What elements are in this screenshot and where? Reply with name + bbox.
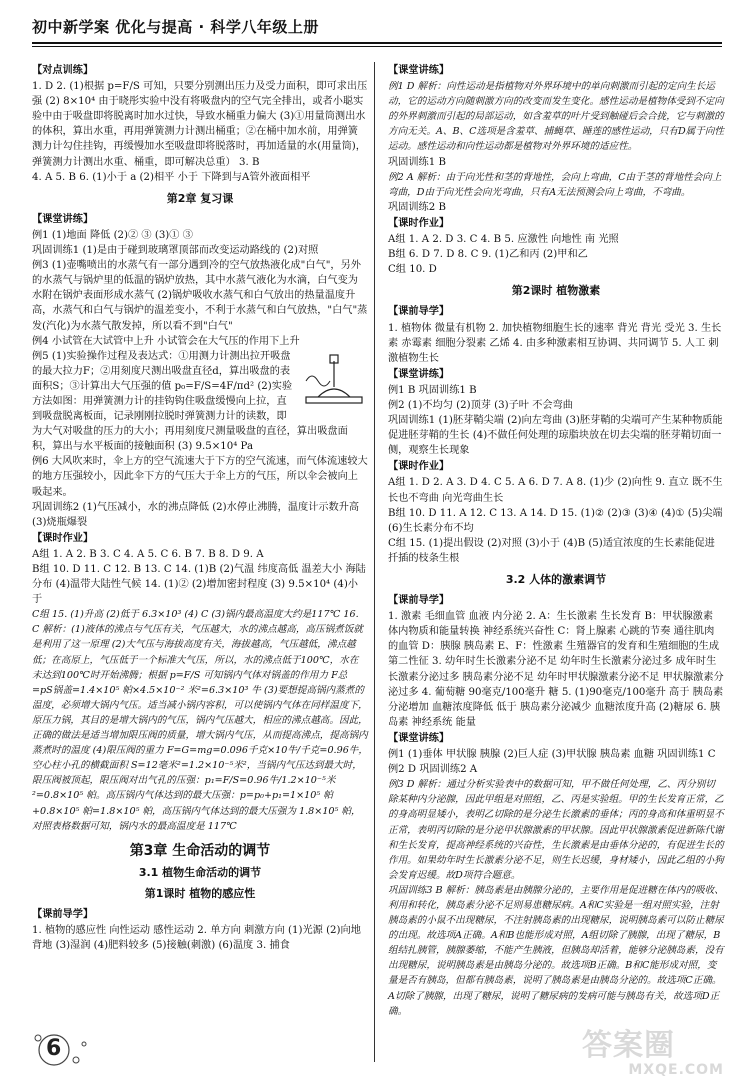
site-watermark xyxy=(582,1030,732,1082)
answer-paragraph: 1. D 2. (1)根据 p=F/S 可知，只要分别测出压力及受力面积，即可求出压强 (2) 8×10⁴ 由于晓彤实验中没有将吸盘内的空气完全排出，或者小聪实验中由于吸盘即将脱离时加水过快，导致水桶重力偏大 (3)①用量筒测出水的体积，算出水重，再用弹簧测力计测出桶重；②在桶中加水前，用弹簧测力计勾住挂钩，再缓慢加水至吸盘即将脱落时，再加适量的水(用量筒)，弹簧测力计测出水重、桶重，即可解决总重） 3. B xyxy=(32,81,368,168)
answer-item: C组 15. (1)升高 (2)低于 6.3×10³ (4) C (3)锅内最高温度大约是117℃ 16. C 解析：(1)液体的沸点与气压有关，气压越大，水的沸点越高，高压锅煮饭就是利用了这一原理 (2)大气压与海拔高度有关，海拔越高，气压越低，沸点越低；在高原上，气压低于一个标准大气压，所以，水的沸点低于100℃，水在未达到100℃时开始沸腾；根据 p=F/S 可知锅内气体对锅盖的作用力 F总=pS锅盖=1.4×10⁵ 帕×4.5×10⁻² 米²=6.3×10³ 牛 (3)要想提高锅内蒸煮的温度，必须增大锅内气压。适当减小锅内容积，可以使锅内气体在同样温度下，原压力锅，其目的是增大锅内的气压，锅内气压越大，相应的沸点越高。因此，正确的做法是适当增加限压阀的质量，增大锅内气压，从而提高沸点，提高锅内蒸煮时的温度 (4)限压阀的重力 F=G=mg=0.096千克×10牛/千克=0.96牛，空心柱小孔的横截面积 S=12毫米²=1.2×10⁻⁵米²，当锅内气压达到最大时，限压阀被顶起，限压阀对出气孔的压强：p₁=F/S=0.96牛/1.2×10⁻⁵米²=0.8×10⁵ 帕。高压锅内气体达到的最大压强：p=p₀+p₁=1×10⁵ 帕+0.8×10⁵ 帕=1.8×10⁵ 帕，高压锅内气体达到的最大压强为 1.8×10⁵ 帕，对照表格数据可知，锅内水的最高温度是 117℃ xyxy=(32,609,368,832)
answer-item: 例3 D 解析：通过分析实验表中的数据可知，甲不做任何处理，乙、丙分别切除某种内分泌腺，因此甲组是对照组，乙、丙是实验组。甲的生长发育正常，乙的身高明显矮小，表明乙切除的是分泌生长激素的垂体；丙的身高和体重明显不正常，表明丙切除的是分泌甲状腺激素的甲状腺。因此甲状腺激素促进新陈代谢和生长发育，提高神经系统的兴奋性，生长激素是由垂体分泌的，有促进生长的作用。如果幼年时生长激素分泌不足，则生长迟缓，身材矮小，因此乙组的小狗会发育迟缓。故D项符合题意。 xyxy=(388,779,724,881)
book-title: 初中新学案 优化与提高 · 科学八年级上册 xyxy=(32,18,319,36)
section-label: 【 课时作业 】 xyxy=(388,459,724,474)
answer-item: B组 10. D 11. A 12. C 13. A 14. D 15. (1)② (2)③ (3)④ (4)① (5)尖端 (6)生长素分布不均 xyxy=(388,507,723,534)
answer-item: 巩固训练2 (1)气压减小，水的沸点降低 (2)水停止沸腾，温度计示数升高 (3)烧瓶爆裂 xyxy=(32,501,360,528)
chapter-review-title: 第2章 复习课 xyxy=(166,191,234,205)
page-number xyxy=(32,1030,92,1070)
answer-item: B组 6. D 7. D 8. C 9. (1)乙和丙 (2)甲和乙 xyxy=(388,249,588,261)
answer-item: 巩固训练1 (1)是由于碰到玻璃罩顶部而改变运动路线的 (2)对照 xyxy=(32,245,319,257)
chapter-title: 第3章 生命活动的调节 xyxy=(129,842,271,859)
answer-item: A组 1. A 2. D 3. C 4. B 5. 应激性 向地性 南 光照 xyxy=(388,234,619,246)
section-label: 【 课堂讲练 】 xyxy=(388,367,724,382)
section-label: 【 对点训练 】 xyxy=(32,63,368,78)
answer-item: 例2 A 解析：由于向光性和茎的背地性，会向上弯曲，C由于茎的背地性会向上弯曲，D由于向光性会向光弯曲，只有A无法预测会向上弯曲，不弯曲。 xyxy=(388,171,722,198)
section-label: 【 课堂讲练 】 xyxy=(388,731,724,746)
answer-item: 巩固训练2 B xyxy=(388,201,446,213)
section-label: 【 课时作业 】 xyxy=(32,531,368,546)
section-title: 3.2 人体的激素调节 xyxy=(505,573,607,586)
section-label: 【 课时作业 】 xyxy=(388,216,724,231)
answer-item: A组 1. D 2. A 3. D 4. C 5. A 6. D 7. A 8. (1)少 (2)向性 9. 直立 既不生长也不弯曲 向光弯曲生长 xyxy=(388,477,723,504)
answer-item: 巩固训练1 (1)胚芽鞘尖端 (2)向左弯曲 (3)胚芽鞘的尖端可产生某种物质能促进胚芽鞘的生长 (4)不做任何处理的琼脂块放在切去尖端的胚芽鞘切面一侧，观察生长现象 xyxy=(388,415,723,457)
answer-item: 例2 (1)不均匀 (2)顶芽 (3)子叶 不会弯曲 xyxy=(388,399,573,411)
answer-item: 例5 (1)实验操作过程及表达式：①用测力计测出拉开吸盘的最大拉力F；②用刻度尺测出吸盘直径d，算出吸盘的表面积S；③计算出大气压强的值 p₀=F/S=4F/πd² (2)实验方法如图：用弹簧测力计的挂钩钩住吸盘缓慢向上拉，直到吸盘脱离板面，记录刚刚拉脱时弹簧测力计的读数，即为大气对吸盘的压力的大小；再用刻度尺测量吸盘的直径，算出吸盘面积，算出与水平板面的接触面积 (3) 9.5×10⁴ Pa xyxy=(32,350,348,453)
flower-ornament-icon xyxy=(32,1030,92,1070)
section-label: 【 课堂讲练 】 xyxy=(32,212,368,227)
answer-item: B组 10. D 11. C 12. B 13. C 14. (1)B (2)气温 纬度高低 温差大小 海陆分布 (4)温带大陆性气候 14. (1)② (2)增加密封程度 (3) 9.5×10⁴ (4)小于 xyxy=(32,564,366,606)
header-rule xyxy=(32,42,722,44)
lesson-title: 第2课时 植物激素 xyxy=(511,284,601,298)
answer-item: 例3 (1)壶嘴喷出的水蒸气有一部分遇到冷的空气放热液化成"白气"，另外的水蒸气与锅炉里的低温的锅炉放热，其中水蒸气液化为水滴，白气变为水附在锅炉表面形成水蒸气 (2)锅炉吸收水蒸气和白气放出的热量温度升高，水蒸气和白气与锅炉的温差变小，不利于水蒸气和白气放热，"白气"蒸发(汽化)为水蒸气散发掉，所以看不到"白气" xyxy=(32,260,368,332)
answer-item: C组 10. D xyxy=(388,264,437,276)
answer-item: 例1 (1)垂体 甲状腺 胰腺 (2)巨人症 (3)甲状腺 胰岛素 血糖 巩固训练1 C xyxy=(388,749,716,761)
page-header xyxy=(32,10,722,44)
section-label: 【 课堂讲练 】 xyxy=(388,63,724,78)
right-column xyxy=(388,62,724,1019)
column-divider xyxy=(374,62,375,1062)
section-title: 3.1 植物生命活动的调节 xyxy=(138,865,262,879)
answer-item: C组 15. (1)提出假设 (2)对照 (3)小于 (4)B (5)适宜浓度的生长素能促进扦插的枝条生根 xyxy=(388,537,715,564)
header-rule-thin xyxy=(32,46,722,47)
answer-item: 例6 大风吹来时，伞上方的空气流速大于下方的空气流速，而气体流速较大的地方压强较小，因此伞下方的气压大于伞上方的气压，所以伞会被向上吸起来。 xyxy=(32,456,368,498)
watermark-logo: 答案圈 xyxy=(582,1028,675,1063)
answer-item: A组 1. A 2. B 3. C 4. A 5. C 6. B 7. B 8. D 9. A xyxy=(32,548,264,560)
answer-item: 巩固训练1 B xyxy=(388,156,446,168)
answer-paragraph: 1. 植物体 微量有机物 2. 加快植物细胞生长的速率 背光 背光 受光 3. 生长素 赤霉素 细胞分裂素 乙烯 4. 由多种激素相互协调、共同调节 5. 人工 刺激植物生长 xyxy=(388,322,722,364)
page-number-text: 6 xyxy=(46,1036,62,1061)
lesson-title: 第1课时 植物的感应性 xyxy=(144,886,256,900)
answer-paragraph: 4. A 5. B 6. (1)小于 a (2)相平 小于 下降到与A管外液面相平 xyxy=(32,171,311,183)
watermark-url: MXQE.COM xyxy=(628,1062,724,1078)
suction-cup-figure xyxy=(300,351,368,409)
left-column xyxy=(32,62,368,953)
section-label: 【 课前导学 】 xyxy=(32,907,368,922)
answer-item: 例4 小试管在大试管中上升 小试管会在大气压的作用下上升 xyxy=(32,335,300,347)
answer-item: 例1 D 解析：向性运动是指植物对外界环境中的单向刺激而引起的定向生长运动，它的运动方向随刺激方向的改变而发生变化。感性运动是植物体受到不定向的外界刺激而引起的局部运动，如含羞草的叶片受到触碰后会合拢，它与刺激的方向无关。A、B、C选项是含羞草、捕蝇草、睡莲的感性运动，只有D属于向性运动。感性运动和向性运动都是植物对外界环境的适应性。 xyxy=(388,81,725,153)
section-label: 【 课前导学 】 xyxy=(388,593,724,608)
answer-item: 巩固训练3 B 解析：胰岛素是由胰腺分泌的，主要作用是促进糖在体内的吸收、利用和转化，胰岛素分泌不足则易患糖尿病。A和C实验是一组对照实验，注射胰岛素的小鼠不出现糖尿，不注射胰岛素的出现糖尿，说明胰岛素可以防止糖尿的出现。故选项A正确。A和B也能形成对照，A组切除了胰腺，出现了糖尿，B组结扎胰管，胰腺萎缩，不能产生胰液，但胰岛却活着，能够分泌胰岛素，没有出现糖尿，说明胰岛素是由胰岛分泌的。故选项B正确。B和C能形成对照，变量是否有胰岛，但都有胰岛素，说明了胰岛素是由胰岛分泌的。故选项C正确。A切除了胰腺，出现了糖尿，说明了糖尿病的发病可能与胰岛有关，故选项D正确。 xyxy=(388,884,724,1017)
answer-item: 例1 (1)地面 降低 (2)② ③ (3)① ③ xyxy=(32,229,193,241)
answer-item: 例1 B 巩固训练1 B xyxy=(388,384,477,396)
section-label: 【 课前导学 】 xyxy=(388,304,724,319)
answer-paragraph: 1. 激素 毛细血管 血液 内分泌 2. A：生长激素 生长发育 B：甲状腺激素 体内物质和能量转换 神经系统兴奋性 C：肾上腺素 心跳的节奏 通往肌肉的血管 D：胰腺 胰岛素 E、F：性激素 生殖器官的发育和生殖细胞的生成 第二性征 3. 幼年时生长激素分泌不足 幼年时生长激素分泌过多 成年时生长激素分泌过多 胰岛素分泌不足 幼年时甲状腺激素分泌不足 甲状腺激素分泌过多 4. 葡萄糖 90毫克/100毫升 糖 5. (1)90毫克/100毫升 高于 胰岛素分泌增加 血糖浓度降低 低于 胰岛素分泌减少 血糖浓度升高 (2)糖尿 6. 胰岛素 神经系统 能量 xyxy=(388,611,724,728)
answer-item: 例2 D 巩固训练2 A xyxy=(388,764,478,776)
answer-paragraph: 1. 植物的感应性 向性运动 感性运动 2. 单方向 刺激方向 (1)光源 (2)向地 背地 (3)湿润 (4)肥料较多 (5)接触(刺激) (6)温度 3. 捕食 xyxy=(32,925,361,952)
